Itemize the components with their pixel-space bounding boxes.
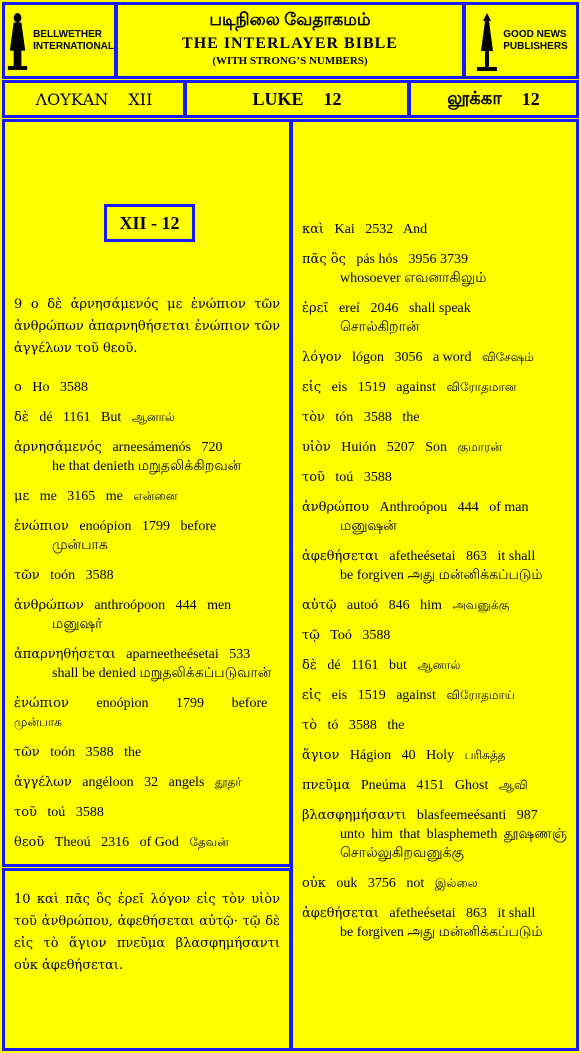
greek-word: τῶν bbox=[14, 745, 40, 760]
transliteration: autoó bbox=[346, 598, 379, 613]
greek-word: λόγον bbox=[302, 350, 342, 365]
gloss-continuation: மனுஷன் bbox=[340, 519, 397, 534]
english-gloss: it shall bbox=[497, 549, 536, 564]
transliteration: enoópion bbox=[96, 696, 149, 711]
word-entry bbox=[302, 626, 567, 645]
strongs-number: 2046 bbox=[370, 301, 399, 316]
greek-word: τὸν bbox=[302, 410, 325, 425]
greek-word: ἐνώπιον bbox=[14, 696, 69, 711]
transliteration: toón bbox=[50, 568, 76, 583]
english-title: THE INTERLAYER BIBLE bbox=[182, 35, 398, 52]
strongs-number: 2532 bbox=[365, 222, 394, 237]
strongs-number: 3056 bbox=[394, 350, 423, 365]
tamil-gloss: விரோதமான bbox=[446, 380, 517, 394]
greek-word: πνεῦμα bbox=[302, 778, 351, 793]
gloss-continuation: be forgiven அது மன்னிக்கப்படும் bbox=[340, 568, 543, 583]
greek-word: ἀφεθήσεται bbox=[302, 549, 379, 564]
greek-word: με bbox=[14, 489, 30, 504]
word-entry bbox=[302, 438, 567, 457]
greek-word: ἐρεῖ bbox=[302, 301, 329, 316]
strongs-number: 863 bbox=[465, 906, 487, 921]
transliteration: dé bbox=[39, 410, 53, 425]
transliteration: lógon bbox=[352, 350, 384, 365]
transliteration: pás hós bbox=[356, 252, 398, 267]
left-logo-line2: INTERNATIONAL bbox=[33, 40, 114, 52]
greek-word: ἀνθρώπων bbox=[14, 598, 84, 613]
english-gloss: not bbox=[406, 876, 425, 891]
tamil-gloss: குமாரன் bbox=[457, 440, 502, 454]
title-subtitle: (WITH STRONG’S NUMBERS) bbox=[212, 55, 368, 67]
english-gloss: a word bbox=[432, 350, 472, 365]
tamil-gloss: இல்லை bbox=[434, 876, 478, 890]
tamil-gloss: விசேஷம் bbox=[481, 350, 534, 364]
english-gloss: men bbox=[207, 598, 232, 613]
strongs-number: 1161 bbox=[351, 658, 379, 673]
greek-chapter-label: ΛΟΥΚΑΝ XII bbox=[2, 80, 186, 118]
title-block bbox=[115, 2, 465, 79]
english-gloss: Ghost bbox=[454, 778, 489, 793]
english-gloss: the bbox=[124, 745, 142, 760]
transliteration: Hágion bbox=[349, 748, 392, 763]
word-entry bbox=[14, 378, 280, 397]
english-gloss: it shall bbox=[497, 906, 536, 921]
strongs-number: 444 bbox=[457, 500, 479, 515]
right-panel bbox=[290, 119, 579, 1051]
greek-word: τῷ bbox=[302, 628, 320, 643]
gloss-continuation: he that denieth மறுதலிக்கிறவன் bbox=[52, 459, 242, 474]
transliteration: ouk bbox=[336, 876, 358, 891]
greek-word: ο bbox=[14, 380, 22, 395]
english-gloss: shall speak bbox=[408, 301, 471, 316]
word-entry bbox=[14, 408, 280, 427]
transliteration: Toó bbox=[330, 628, 352, 643]
english-gloss: the bbox=[402, 410, 420, 425]
greek-word: οὐκ bbox=[302, 876, 326, 891]
tamil-gloss: தூதர் bbox=[214, 775, 242, 789]
english-gloss: but bbox=[389, 658, 407, 673]
word-entry bbox=[302, 348, 567, 367]
right-logo-line1: GOOD NEWS bbox=[503, 28, 567, 40]
right-word-list bbox=[302, 220, 567, 942]
tamil-gloss: விரோதமாய் bbox=[446, 688, 516, 702]
strongs-number: 3588 bbox=[363, 410, 392, 425]
transliteration: Pneúma bbox=[360, 778, 406, 793]
word-entry bbox=[14, 438, 280, 476]
word-entry bbox=[14, 487, 280, 506]
word-entry bbox=[14, 566, 280, 585]
word-entry bbox=[302, 686, 567, 705]
verse-10-panel bbox=[2, 868, 292, 1051]
right-logo-line2: PUBLISHERS bbox=[503, 40, 568, 52]
transliteration: angéloon bbox=[82, 775, 134, 790]
transliteration: Ho bbox=[32, 380, 50, 395]
transliteration: toú bbox=[47, 805, 66, 820]
gloss-continuation: சொல்கிறான் bbox=[340, 320, 420, 335]
greek-word: τῶν bbox=[14, 568, 40, 583]
chapter-verse-badge: XII - 12 bbox=[104, 204, 195, 242]
gloss-continuation: மனுஷர் bbox=[52, 617, 103, 632]
word-entry bbox=[302, 250, 567, 288]
transliteration: afetheésetai bbox=[389, 549, 456, 564]
bellwether-figure-icon bbox=[5, 11, 30, 71]
strongs-number: 40 bbox=[401, 748, 416, 763]
gloss-continuation: be forgiven அது மன்னிக்கப்படும் bbox=[340, 925, 543, 940]
strongs-number: 3165 bbox=[67, 489, 96, 504]
strongs-number: 4151 bbox=[416, 778, 445, 793]
left-word-list bbox=[14, 378, 280, 852]
word-entry bbox=[302, 547, 567, 585]
tamil-chapter-label: லூக்கா 12 bbox=[408, 80, 579, 118]
greek-word: αὐτῷ bbox=[302, 598, 337, 613]
tamil-gloss: பரிசுத்த bbox=[464, 748, 506, 762]
greek-word: ἀγγέλων bbox=[14, 775, 72, 790]
english-gloss: of man bbox=[489, 500, 529, 515]
transliteration: enoópion bbox=[79, 519, 132, 534]
transliteration: arneesámenós bbox=[112, 440, 191, 455]
tamil-gloss: என்னை bbox=[133, 489, 178, 503]
greek-word: ἀφεθήσεται bbox=[302, 906, 379, 921]
transliteration: eis bbox=[331, 688, 348, 703]
strongs-number: 3588 bbox=[85, 568, 114, 583]
word-entry bbox=[14, 833, 280, 852]
word-entry bbox=[302, 596, 567, 615]
english-chapter-label: LUKE 12 bbox=[184, 80, 410, 118]
strongs-number: 1161 bbox=[63, 410, 91, 425]
word-entry bbox=[302, 378, 567, 397]
greek-word: εἰς bbox=[302, 380, 322, 395]
tamil-gloss: ஆனால் bbox=[131, 410, 175, 424]
transliteration: toú bbox=[335, 470, 354, 485]
english-gloss: Son bbox=[425, 440, 448, 455]
transliteration: toón bbox=[50, 745, 76, 760]
english-gloss: Holy bbox=[426, 748, 455, 763]
word-entry bbox=[302, 874, 567, 893]
greek-word: τὸ bbox=[302, 718, 318, 733]
greek-word: τοῦ bbox=[14, 805, 37, 820]
transliteration: tó bbox=[327, 718, 339, 733]
english-gloss: against bbox=[396, 688, 436, 703]
tamil-gloss: அவனுக்கு bbox=[452, 598, 510, 612]
word-entry bbox=[14, 645, 280, 683]
strongs-number: 3588 bbox=[363, 470, 392, 485]
strongs-number: 32 bbox=[144, 775, 159, 790]
gloss-continuation: unto him that blasphemeth தூஷணஞ் சொல்லுகிறவனுக்கு bbox=[340, 827, 567, 861]
gloss-continuation: whosoever எவனாகிலும் bbox=[340, 271, 487, 286]
transliteration: Theoú bbox=[54, 835, 91, 850]
gloss-continuation: முன்பாக bbox=[52, 538, 108, 553]
greek-word: εἰς bbox=[302, 688, 322, 703]
greek-word: ἐνώπιον bbox=[14, 519, 69, 534]
tamil-gloss: முன்பாக bbox=[14, 715, 62, 729]
strongs-number: 1519 bbox=[357, 688, 386, 703]
greek-word: ἀπαρνηθήσεται bbox=[14, 647, 116, 662]
word-entry bbox=[302, 498, 567, 536]
transliteration: Kai bbox=[334, 222, 355, 237]
word-entry bbox=[302, 656, 567, 675]
greek-word: καὶ bbox=[302, 222, 325, 237]
english-gloss: the bbox=[387, 718, 405, 733]
word-entry bbox=[302, 746, 567, 765]
english-gloss: And bbox=[402, 222, 428, 237]
strongs-number: 3588 bbox=[85, 745, 114, 760]
english-gloss: him bbox=[420, 598, 442, 613]
word-entry bbox=[302, 806, 567, 863]
transliteration: blasfeemeésanti bbox=[416, 808, 507, 823]
transliteration: eis bbox=[331, 380, 348, 395]
english-gloss: But bbox=[101, 410, 122, 425]
strongs-number: 1799 bbox=[176, 696, 205, 711]
word-entry bbox=[302, 299, 567, 337]
transliteration: dé bbox=[327, 658, 341, 673]
strongs-number: 3588 bbox=[362, 628, 391, 643]
word-entry bbox=[14, 743, 280, 762]
strongs-number: 1799 bbox=[141, 519, 170, 534]
transliteration: anthroópoon bbox=[94, 598, 166, 613]
word-entry bbox=[302, 904, 567, 942]
tamil-gloss: ஆவி bbox=[498, 778, 528, 792]
english-gloss: before bbox=[180, 519, 217, 534]
gloss-continuation: shall be denied மறுதலிக்கப்படுவான் bbox=[52, 666, 272, 681]
greek-word: θεοῦ bbox=[14, 835, 45, 850]
strongs-number: 987 bbox=[516, 808, 538, 823]
strongs-number: 3756 bbox=[367, 876, 396, 891]
transliteration: me bbox=[39, 489, 57, 504]
tamil-gloss: தேவன் bbox=[189, 835, 229, 849]
strongs-number: 2316 bbox=[101, 835, 130, 850]
word-entry bbox=[14, 803, 280, 822]
verse-9-greek: 9 ο δὲ ἀρνησάμενός με ἐνώπιον τῶν ἀνθρώπων ἀπαρνηθήσεται ἐνώπιον τῶν ἀγγέλων τοῦ θεοῦ. bbox=[14, 297, 280, 356]
strongs-number: 3588 bbox=[348, 718, 377, 733]
strongs-number: 533 bbox=[229, 647, 251, 662]
transliteration: ereí bbox=[338, 301, 360, 316]
english-gloss: against bbox=[396, 380, 436, 395]
greek-word: δὲ bbox=[302, 658, 317, 673]
left-logo-line1: BELLWETHER bbox=[33, 28, 102, 40]
strongs-number: 3588 bbox=[59, 380, 88, 395]
greek-word: δὲ bbox=[14, 410, 29, 425]
greek-word: ἀρνησάμενός bbox=[14, 440, 102, 455]
strongs-number: 444 bbox=[175, 598, 197, 613]
word-entry bbox=[302, 408, 567, 427]
strongs-number: 720 bbox=[201, 440, 223, 455]
word-entry bbox=[14, 596, 280, 634]
strongs-number: 1519 bbox=[357, 380, 386, 395]
greek-word: πᾶς ὃς bbox=[302, 252, 346, 267]
word-entry bbox=[14, 694, 280, 732]
transliteration: aparneetheésetai bbox=[126, 647, 219, 662]
english-gloss: me bbox=[105, 489, 123, 504]
strongs-number: 3588 bbox=[75, 805, 104, 820]
greek-word: υἱὸν bbox=[302, 440, 331, 455]
greek-word: βλασφημήσαντι bbox=[302, 808, 407, 823]
word-entry bbox=[302, 220, 567, 239]
english-gloss: before bbox=[231, 696, 268, 711]
transliteration: Huión bbox=[341, 440, 377, 455]
right-logo bbox=[463, 2, 579, 79]
tamil-title: படிநிலை வேதாகமம் bbox=[209, 10, 371, 29]
word-entry bbox=[302, 468, 567, 487]
word-entry bbox=[302, 776, 567, 795]
transliteration: afetheésetai bbox=[389, 906, 456, 921]
tamil-gloss: ஆனால் bbox=[417, 658, 461, 672]
left-logo bbox=[2, 2, 117, 79]
word-entry bbox=[302, 716, 567, 735]
transliteration: Anthroópou bbox=[379, 500, 448, 515]
word-entry bbox=[14, 517, 280, 555]
greek-word: τοῦ bbox=[302, 470, 325, 485]
english-gloss: angels bbox=[168, 775, 205, 790]
strongs-number: 863 bbox=[465, 549, 487, 564]
strongs-number: 846 bbox=[388, 598, 410, 613]
verse-10-greek: 10 καὶ πᾶς ὃς ἐρεῖ λόγον εἰς τὸν υἱὸν τοῦ ἀνθρώπου, ἀφεθήσεται αὐτῷ· τῷ δὲ εἰς τὸ ἅγιον πνεῦμα βλασφημήσαντι οὐκ ἀφεθήσεται. bbox=[14, 892, 280, 973]
greek-word: ἀνθρώπου bbox=[302, 500, 370, 515]
transliteration: tón bbox=[335, 410, 354, 425]
greek-word: ἅγιον bbox=[302, 748, 340, 763]
strongs-number: 5207 bbox=[386, 440, 415, 455]
publisher-figure-icon bbox=[474, 11, 500, 71]
english-gloss: of God bbox=[139, 835, 179, 850]
strongs-number: 3956 3739 bbox=[408, 252, 468, 267]
word-entry bbox=[14, 773, 280, 792]
